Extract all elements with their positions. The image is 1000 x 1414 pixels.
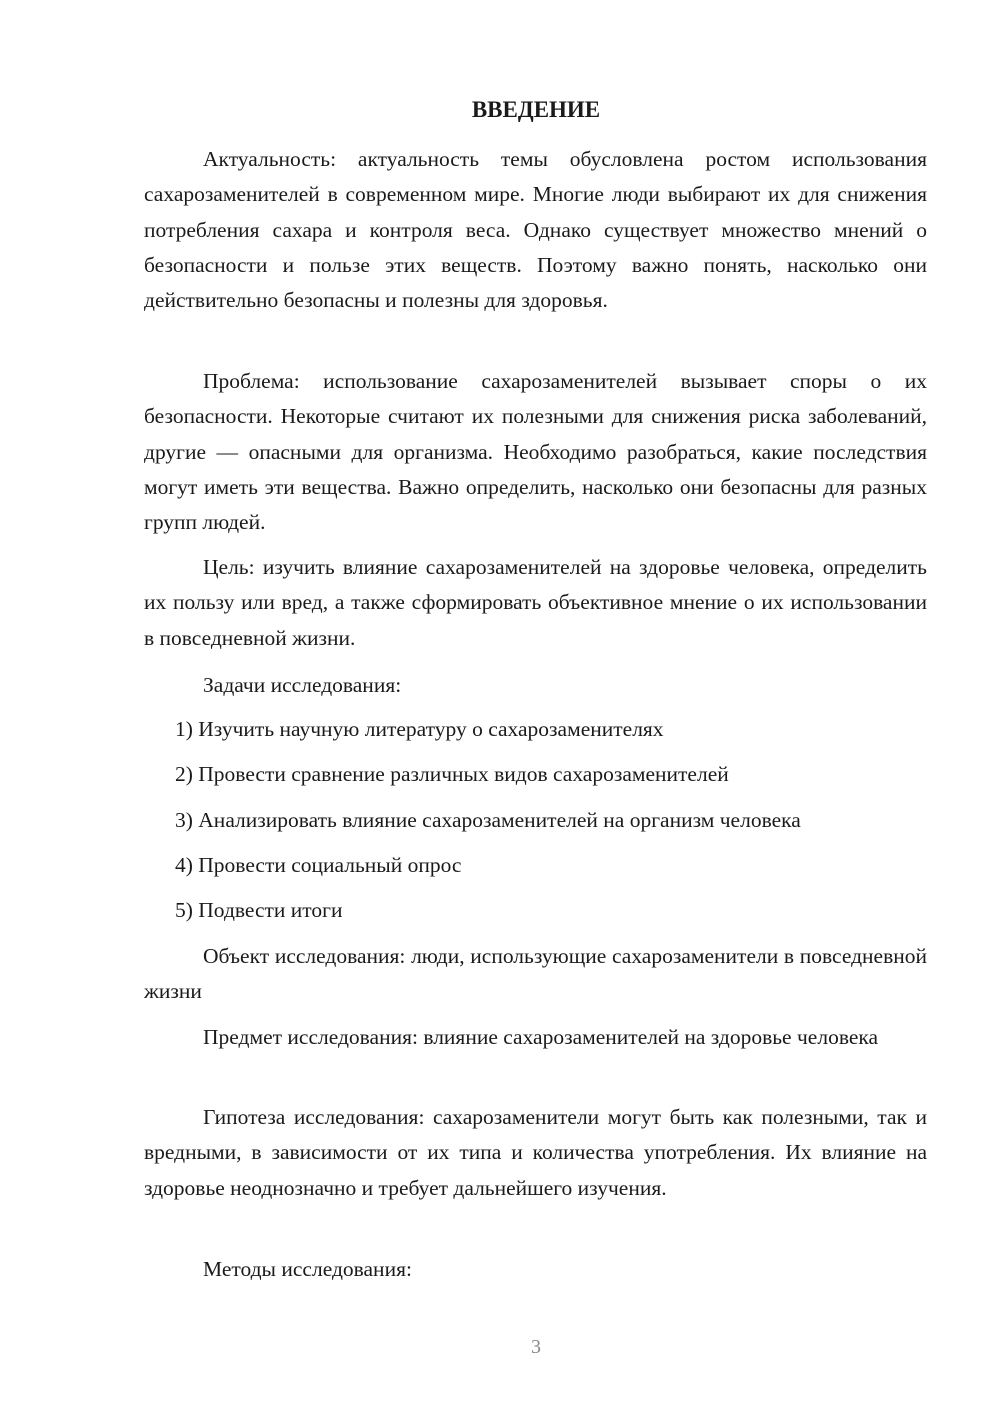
- task-item-2: 2) Провести сравнение различных видов сахарозаменителей: [175, 762, 729, 786]
- page-title: ВВЕДЕНИЕ: [471, 97, 601, 122]
- subject-paragraph: Предмет исследования: влияние сахарозаменителей на здоровье человека: [203, 1025, 879, 1049]
- tasks-label: Задачи исследования:: [203, 673, 402, 697]
- task-item-5: 5) Подвести итоги: [175, 898, 343, 922]
- task-item-3: 3) Анализировать влияние сахарозаменителей на организм человека: [175, 808, 801, 832]
- task-item-1: 1) Изучить научную литературу о сахарозаменителях: [175, 717, 664, 741]
- relevance-paragraph: Актуальность: актуальность темы обусловлена ростом использования сахарозаменителей в современном мире. Многие люди выбирают их для снижения потребления сахара и контроля веса. Однако существует множество мнений о безопасности и пользе этих веществ. Поэтому важно понять, насколько они действительно безопасны и полезны для здоровья.: [144, 147, 927, 313]
- methods-label: Методы исследования:: [203, 1257, 412, 1281]
- hypothesis-paragraph: Гипотеза исследования: сахарозаменители могут быть как полезными, так и вредными, в зависимости от их типа и количества употребления. Их влияние на здоровье неоднозначно и требует дальнейшего изучения.: [144, 1105, 927, 1200]
- problem-paragraph: Проблема: использование сахарозаменителей вызывает споры о их безопасности. Некоторые считают их полезными для снижения риска заболеваний, другие — опасными для организма. Необходимо разобраться, какие последствия могут иметь эти вещества. Важно определить, насколько они безопасны для разных групп людей.: [144, 369, 927, 535]
- page-number: 3: [531, 1336, 541, 1358]
- task-item-4: 4) Провести социальный опрос: [175, 853, 462, 877]
- object-paragraph: Объект исследования: люди, использующие сахарозаменители в повседневной жизни: [144, 944, 927, 1004]
- goal-paragraph: Цель: изучить влияние сахарозаменителей на здоровье человека, определить их пользу или вред, а также сформировать объективное мнение о их использовании в повседневной жизни.: [144, 555, 927, 650]
